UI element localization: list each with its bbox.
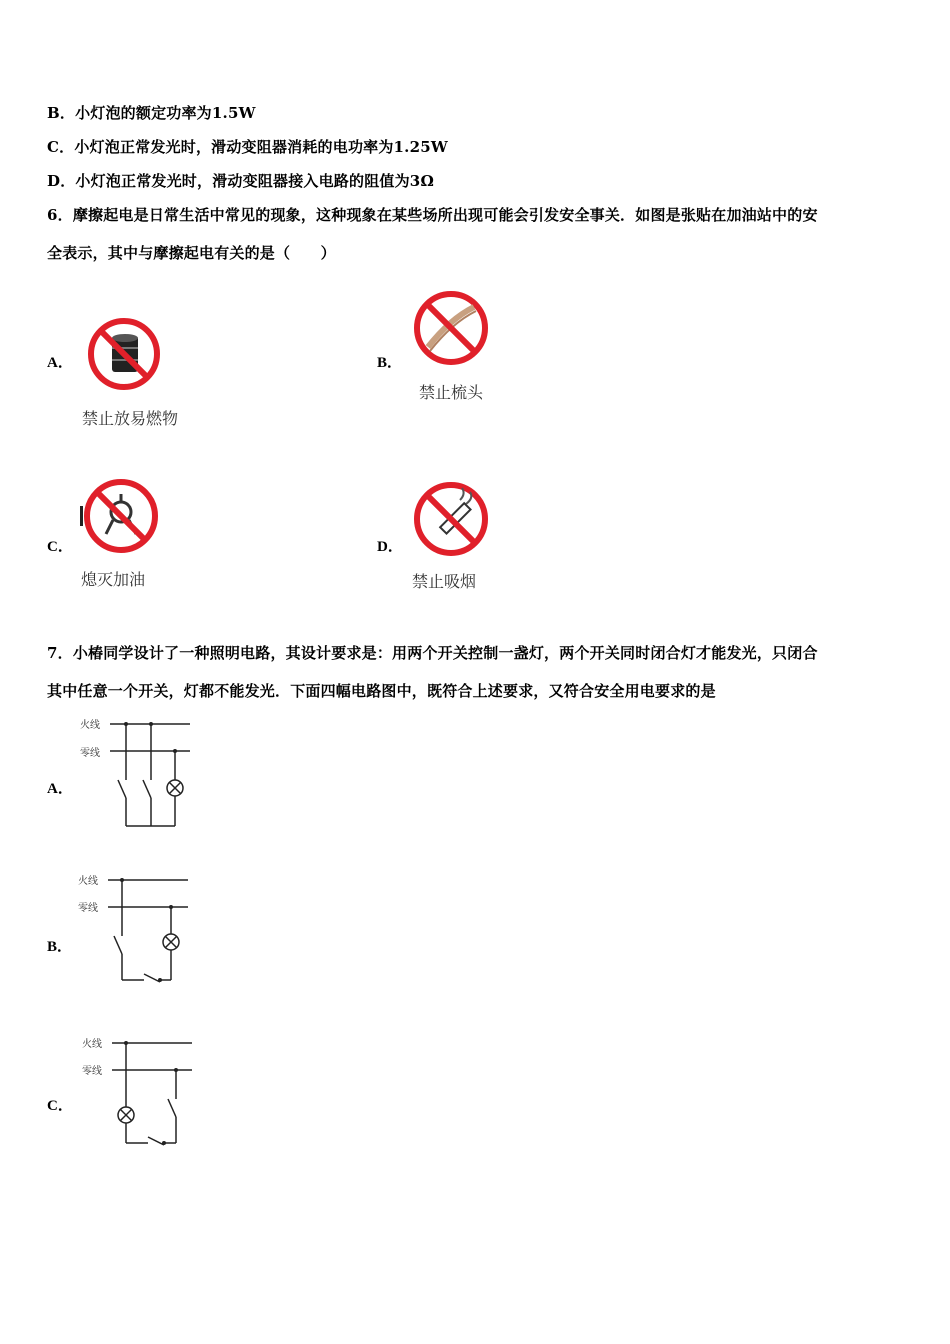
q6-option-d-caption: 禁止吸烟 xyxy=(412,572,477,591)
q6-option-c-letter[interactable]: C． xyxy=(47,539,73,555)
q6-option-a-letter[interactable]: A． xyxy=(47,355,73,371)
cigarette-icon xyxy=(412,480,490,558)
option-c-text: C．小灯泡正常发光时，滑动变阻器消耗的电功率为1.25W xyxy=(47,138,448,156)
neutral-wire-label: 零线 xyxy=(82,1066,102,1077)
q6-option-b-caption: 禁止梳头 xyxy=(419,383,484,402)
q6-option-b-letter[interactable]: B． xyxy=(377,355,403,371)
engine-key-icon xyxy=(80,476,160,556)
flammable-barrel-icon xyxy=(86,316,162,392)
live-wire-label: 火线 xyxy=(82,1039,102,1050)
q6-option-c-caption: 熄灭加油 xyxy=(81,570,146,589)
live-wire-label: 火线 xyxy=(78,876,98,887)
q6-stem-line2: 全表示，其中与摩擦起电有关的是（ ） xyxy=(47,244,336,262)
circuit-diagram-b xyxy=(76,870,196,988)
q6-option-a-caption: 禁止放易燃物 xyxy=(82,409,179,428)
q7-stem-line2: 其中任意一个开关，灯都不能发光．下面四幅电路图中，既符合上述要求，又符合安全用电要求的是 xyxy=(47,682,716,700)
neutral-wire-label: 零线 xyxy=(80,748,100,759)
q7-stem-line1: 7．小椿同学设计了一种照明电路，其设计要求是：用两个开关控制一盏灯，两个开关同时闭合灯才能发光，只闭合 xyxy=(47,644,818,662)
q7-option-c-letter[interactable]: C． xyxy=(47,1098,73,1114)
q7-option-b-letter[interactable]: B． xyxy=(47,939,73,955)
q6-option-d-letter[interactable]: D． xyxy=(377,539,403,555)
comb-icon xyxy=(412,289,490,367)
live-wire-label: 火线 xyxy=(80,720,100,731)
option-b-text: B．小灯泡的额定功率为1.5W xyxy=(47,104,256,122)
option-d-text: D．小灯泡正常发光时，滑动变阻器接入电路的阻值为3Ω xyxy=(47,172,434,190)
circuit-diagram-a xyxy=(76,714,196,832)
circuit-diagram-c xyxy=(80,1033,200,1151)
neutral-wire-label: 零线 xyxy=(78,903,98,914)
q6-stem-line1: 6．摩擦起电是日常生活中常见的现象，这种现象在某些场所出现可能会引发安全事关．如图是张贴在加油站中的安 xyxy=(47,206,818,224)
q7-option-a-letter[interactable]: A． xyxy=(47,781,73,797)
